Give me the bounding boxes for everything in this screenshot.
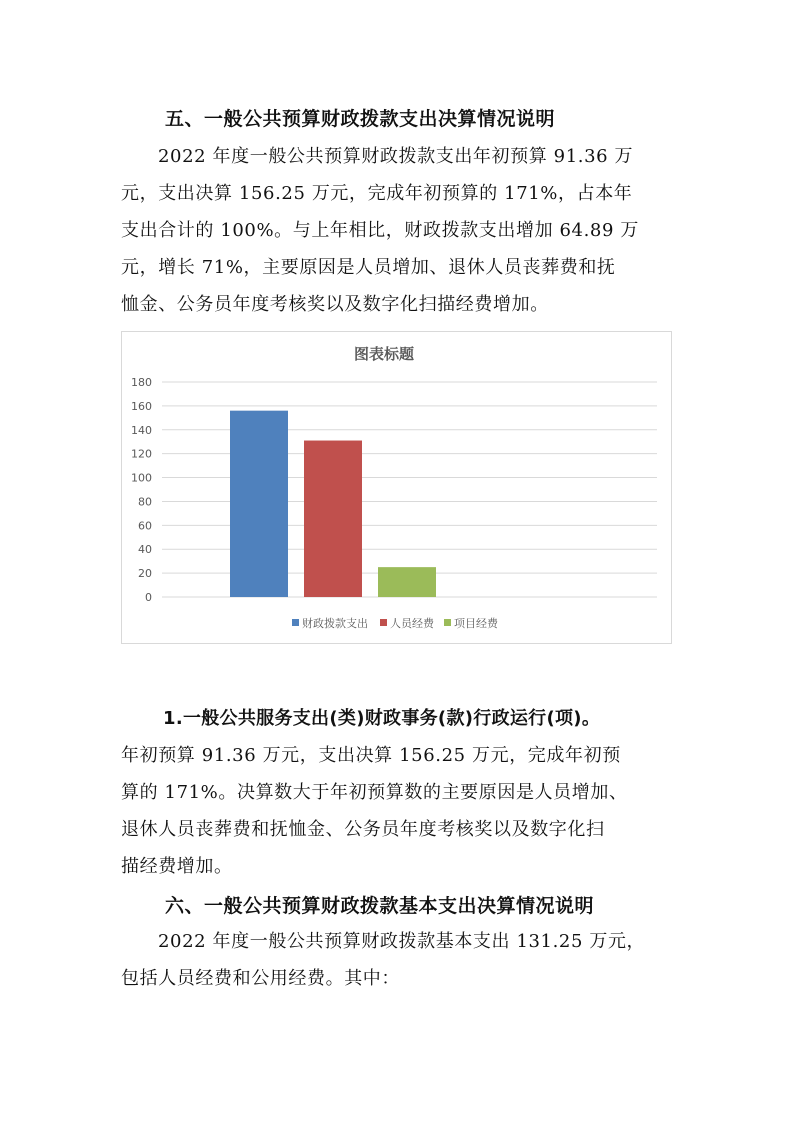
bar-2 [304, 441, 362, 597]
legend-label: 人员经费 [390, 617, 434, 630]
legend-swatch [444, 619, 451, 626]
chart-title: 图表标题 [353, 345, 415, 363]
item-1-title: 1.一般公共服务支出(类)财政事务(款)行政运行(项)。 [163, 708, 601, 729]
paragraph-line: 算的 171%。决算数大于年初预算数的主要原因是人员增加、 [121, 782, 628, 803]
legend-swatch [380, 619, 387, 626]
bar-1 [230, 411, 288, 597]
bar-3 [378, 567, 436, 597]
section-5-paragraph [121, 138, 681, 323]
paragraph-line: 2022 年度一般公共预算财政拨款基本支出 131.25 万元， [158, 931, 646, 952]
y-tick-label: 140 [131, 423, 152, 437]
chart-svg [122, 332, 671, 643]
legend-label: 项目经费 [454, 617, 498, 630]
paragraph-line: 退休人员丧葬费和抚恤金、公务员年度考核奖以及数字化扫 [121, 819, 605, 840]
bar-chart [121, 331, 672, 644]
paragraph-line: 元，增长 71%，主要原因是人员增加、退休人员丧葬费和抚 [121, 257, 616, 278]
y-tick-label: 40 [138, 543, 152, 557]
section-6-heading: 六、一般公共预算财政拨款基本支出决算情况说明 [165, 895, 595, 917]
legend [292, 616, 499, 630]
paragraph-line: 年初预算 91.36 万元，支出决算 156.25 万元，完成年初预 [121, 745, 621, 766]
item-1-paragraph [121, 700, 681, 885]
section-6-paragraph [121, 923, 681, 997]
legend-label: 财政拨款支出 [302, 617, 368, 630]
paragraph-line: 元，支出决算 156.25 万元，完成年初预算的 171%，占本年 [121, 183, 633, 204]
y-tick-label: 120 [131, 447, 152, 461]
section-5-heading: 五、一般公共预算财政拨款支出决算情况说明 [165, 108, 556, 130]
legend-swatch [292, 619, 299, 626]
y-tick-label: 160 [131, 399, 152, 413]
paragraph-line: 恤金、公务员年度考核奖以及数字化扫描经费增加。 [121, 294, 549, 315]
y-tick-label: 20 [138, 567, 152, 581]
paragraph-line: 支出合计的 100%。与上年相比，财政拨款支出增加 64.89 万 [121, 220, 639, 241]
y-tick-label: 80 [138, 495, 152, 509]
y-tick-label: 0 [145, 591, 152, 604]
y-axis-ticks [131, 376, 152, 604]
bars [230, 411, 436, 597]
y-tick-label: 100 [131, 471, 152, 485]
y-tick-label: 60 [138, 519, 152, 533]
paragraph-line: 描经费增加。 [121, 856, 233, 877]
paragraph-line: 2022 年度一般公共预算财政拨款支出年初预算 91.36 万 [158, 146, 634, 167]
y-tick-label: 180 [131, 376, 152, 389]
paragraph-line: 包括人员经费和公用经费。其中： [121, 968, 400, 989]
